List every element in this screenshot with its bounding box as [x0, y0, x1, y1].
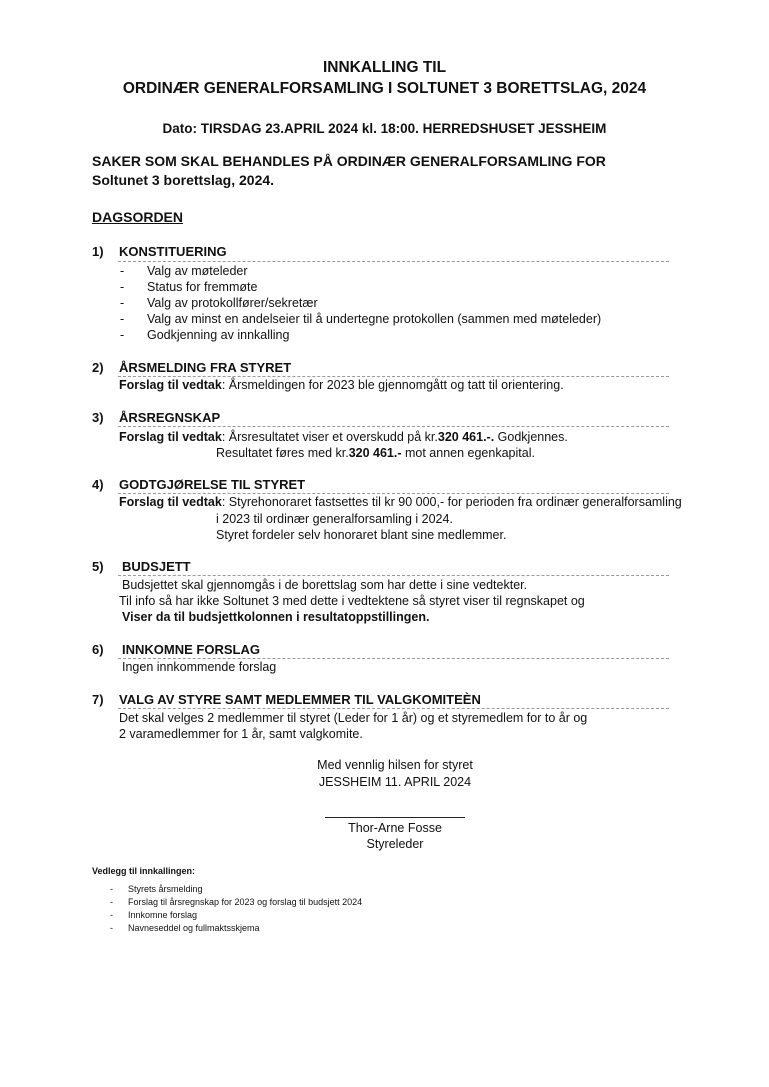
section-5-rule — [118, 575, 669, 576]
list-dash: - — [110, 884, 113, 894]
list-dash: - — [120, 296, 125, 310]
proposal-text: : Årsresultatet viser et overskudd på kr. — [221, 430, 438, 444]
section-1-number: 1) — [92, 244, 104, 259]
section-3-rule — [118, 426, 669, 427]
section-2-title: ÅRSMELDING FRA STYRET — [119, 360, 292, 375]
section-4-rule — [118, 493, 669, 494]
proposal-label: Forslag til vedtak — [119, 495, 222, 509]
section-5-line-3: Viser da til budsjettkolonnen i resultatoppstillingen. — [122, 610, 430, 624]
section-3-number: 3) — [92, 410, 104, 425]
section-4-title: GODTGJØRELSE TIL STYRET — [119, 477, 306, 492]
list-item: Valg av minst en andelseier til å undertegne protokollen (sammen med møteleder) — [147, 312, 602, 326]
section-5-title: BUDSJETT — [122, 559, 191, 574]
section-5-number: 5) — [92, 559, 104, 574]
agenda-title: DAGSORDEN — [92, 209, 184, 225]
section-4-number: 4) — [92, 477, 104, 492]
list-dash: - — [110, 923, 113, 933]
list-item: Valg av protokollfører/sekretær — [147, 296, 318, 310]
section-2-proposal — [119, 378, 564, 392]
signature-line — [325, 817, 465, 818]
section-7-line-2: 2 varamedlemmer for 1 år, samt valgkomite. — [119, 727, 363, 741]
section-3-title: ÅRSREGNSKAP — [119, 410, 221, 425]
title-line-2: ORDINÆR GENERALFORSAMLING I SOLTUNET 3 BORETTSLAG, 2024 — [122, 80, 647, 97]
proposal-label: Forslag til vedtak — [119, 430, 222, 444]
attachment-item: Forslag til årsregnskap for 2023 og forslag til budsjett 2024 — [128, 897, 363, 907]
list-item: Godkjenning av innkalling — [147, 328, 290, 342]
closing-place-date: JESSHEIM 11. APRIL 2024 — [318, 775, 472, 789]
list-dash: - — [120, 264, 125, 278]
list-dash: - — [120, 328, 125, 342]
section-1-title: KONSTITUERING — [119, 244, 227, 259]
section-6-number: 6) — [92, 642, 104, 657]
section-6-line-1: Ingen innkommende forslag — [122, 660, 277, 674]
list-dash: - — [120, 280, 125, 294]
section-7-number: 7) — [92, 692, 104, 707]
attachment-item: Innkomne forslag — [128, 910, 198, 920]
proposal-text: mot annen egenkapital. — [401, 446, 535, 460]
attachments-title: Vedlegg til innkallingen: — [92, 866, 196, 876]
equity-amount: 320 461.- — [348, 446, 402, 460]
section-2-number: 2) — [92, 360, 104, 375]
section-4-proposal-line-3: Styret fordeler selv honoraret blant sine medlemmer. — [216, 528, 507, 542]
list-dash: - — [120, 312, 125, 326]
section-4-proposal-line-1 — [119, 495, 682, 509]
proposal-text: : Årsmeldingen for 2023 ble gjennomgått og tatt til orientering. — [221, 378, 564, 392]
intro-line-2: Soltunet 3 borettslag, 2024. — [92, 172, 275, 188]
list-item: Status for fremmøte — [147, 280, 258, 294]
section-6-rule — [118, 658, 669, 659]
section-1-rule — [118, 261, 669, 262]
closing-greeting: Med vennlig hilsen for styret — [317, 758, 473, 772]
list-item: Valg av møteleder — [147, 264, 248, 278]
section-3-proposal-line-2 — [216, 446, 535, 460]
signer-role: Styreleder — [366, 837, 424, 851]
section-3-proposal-line-1 — [119, 430, 568, 444]
proposal-text: Godkjennes. — [494, 430, 568, 444]
section-7-rule — [118, 708, 669, 709]
list-dash: - — [110, 910, 113, 920]
section-6-title: INNKOMNE FORSLAG — [122, 642, 260, 657]
meeting-date: Dato: TIRSDAG 23.APRIL 2024 kl. 18:00. HERREDSHUSET JESSHEIM — [162, 121, 607, 136]
signer-name: Thor-Arne Fosse — [348, 821, 442, 835]
section-5-line-1: Budsjettet skal gjennomgås i de borettslag som har dette i sine vedtekter. — [122, 578, 528, 592]
title-line-1: INNKALLING TIL — [322, 59, 447, 76]
section-7-line-1: Det skal velges 2 medlemmer til styret (Leder for 1 år) og et styremedlem for to år og — [119, 711, 588, 725]
intro-line-1: SAKER SOM SKAL BEHANDLES PÅ ORDINÆR GENERALFORSAMLING FOR — [92, 153, 606, 169]
list-dash: - — [110, 897, 113, 907]
section-2-rule — [118, 376, 669, 377]
surplus-amount: 320 461.-. — [437, 430, 495, 444]
proposal-text: Resultatet føres med kr. — [216, 446, 349, 460]
attachment-item: Navneseddel og fullmaktsskjema — [128, 923, 260, 933]
proposal-text: : Styrehonoraret fastsettes til kr 90 000,- for perioden fra ordinær generalforsamling — [221, 495, 682, 509]
proposal-label: Forslag til vedtak — [119, 378, 222, 392]
section-7-title: VALG AV STYRE SAMT MEDLEMMER TIL VALGKOMITEÈN — [119, 692, 481, 707]
section-5-line-2: Til info så har ikke Soltunet 3 med dette i vedtektene så styret viser til regnskapet og — [119, 594, 585, 608]
attachment-item: Styrets årsmelding — [128, 884, 203, 894]
section-4-proposal-line-2: i 2023 til ordinær generalforsamling i 2024. — [216, 512, 453, 526]
